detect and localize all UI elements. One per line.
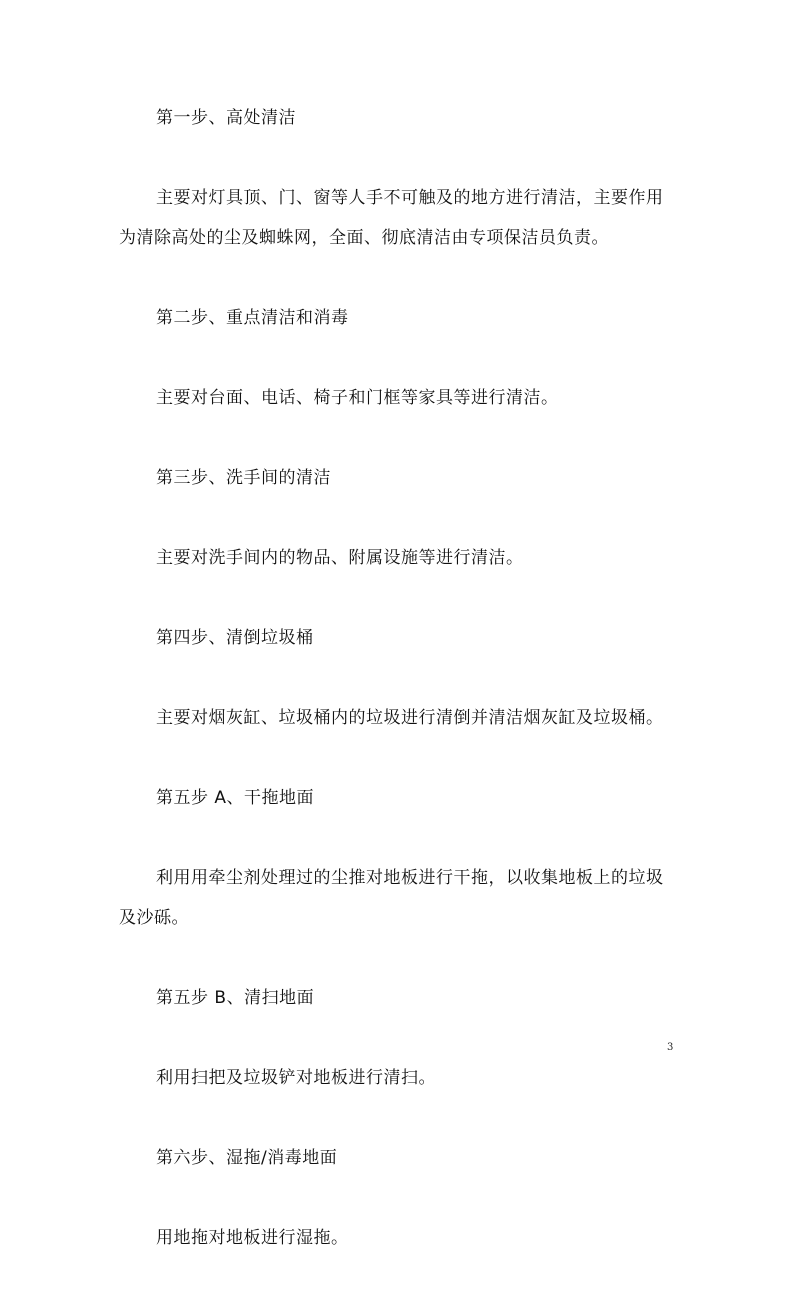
step-6-heading: 第六步、湿拖/消毒地面 xyxy=(156,1148,338,1168)
step-5b-heading: 第五步 B、清扫地面 xyxy=(156,988,315,1008)
step-4-heading: 第四步、清倒垃圾桶 xyxy=(156,628,314,648)
document-body xyxy=(119,98,679,1298)
step-1-text: 主要对灯具顶、门、窗等人手不可触及的地方进行清洁，主要作用为清除高处的尘及蜘蛛网，全面、彻底清洁由专项保洁员负责。 xyxy=(119,188,664,248)
step-3-text: 主要对洗手间内的物品、附属设施等进行清洁。 xyxy=(156,548,524,568)
step-6-text: 用地拖对地板进行湿拖。 xyxy=(156,1228,349,1248)
step-5a-text: 利用用牵尘剂处理过的尘推对地板进行干拖，以收集地板上的垃圾及沙砾。 xyxy=(119,868,664,928)
step-4-text: 主要对烟灰缸、垃圾桶内的垃圾进行清倒并清洁烟灰缸及垃圾桶。 xyxy=(156,708,664,728)
page-number: 3 xyxy=(667,1042,674,1053)
step-2-heading: 第二步、重点清洁和消毒 xyxy=(156,308,349,328)
step-5a-heading: 第五步 A、干拖地面 xyxy=(156,788,315,808)
step-5b-text: 利用扫把及垃圾铲对地板进行清扫。 xyxy=(156,1068,436,1088)
step-3-heading: 第三步、洗手间的清洁 xyxy=(156,468,331,488)
step-1-heading: 第一步、高处清洁 xyxy=(156,108,296,128)
step-2-text: 主要对台面、电话、椅子和门框等家具等进行清洁。 xyxy=(156,388,559,408)
